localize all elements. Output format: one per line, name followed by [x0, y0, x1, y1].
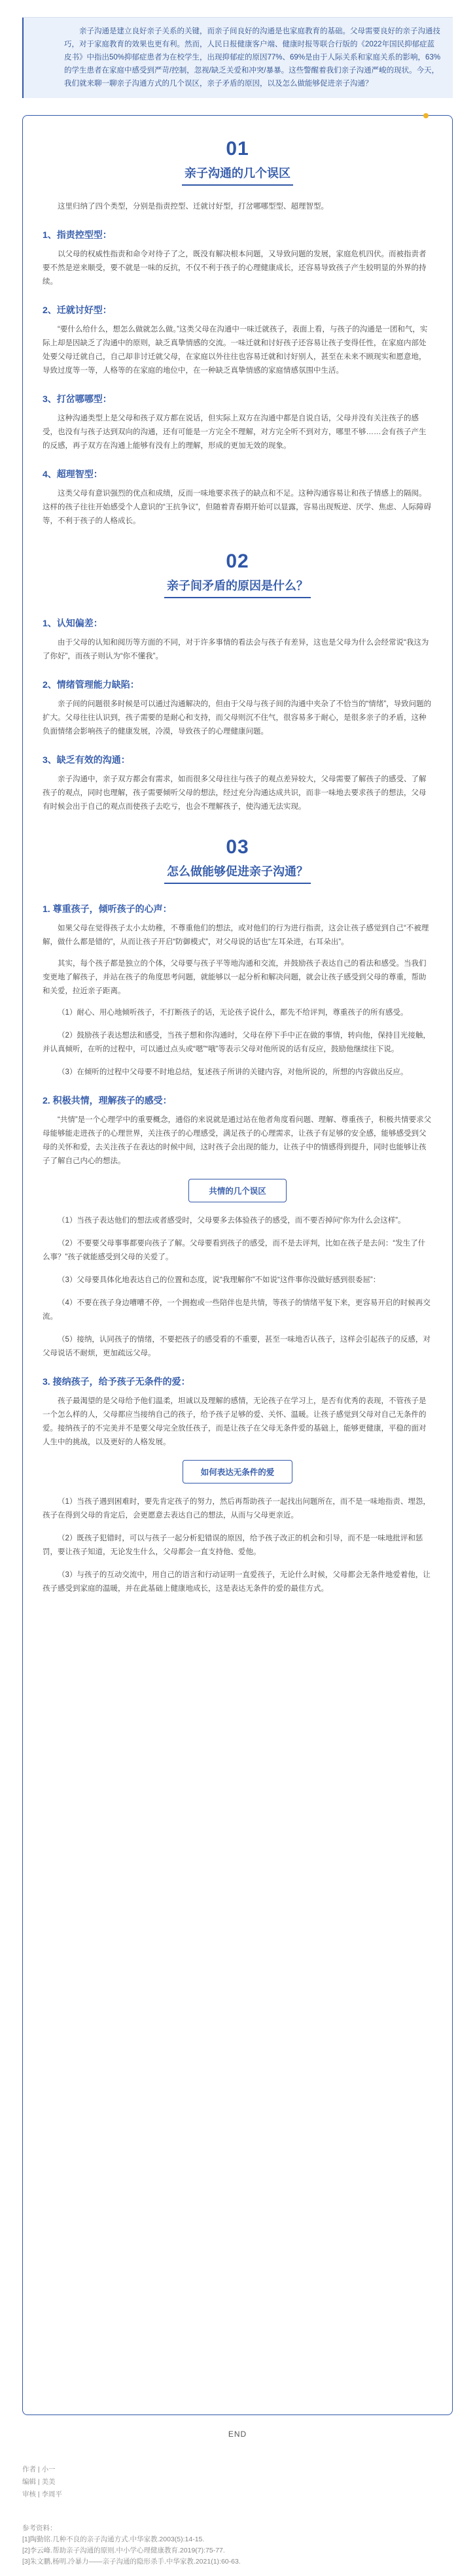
s3-item-2-point-2: （2）不要要父母事事都要向孩子了解。父母要看到孩子的感受，而不是去评判，比如在孩子是去问：“发生了什么事？”孩子就能感受到父母的关爱了。 — [43, 1240, 426, 1261]
s3-item-1-point-1: （1）耐心、用心地倾听孩子，不打断孩子的话，无论孩子说什么，都先不给评判，尊重孩子的所有感受。 — [58, 1009, 408, 1017]
s1-item-1-heading: 1、指责控型型： — [43, 229, 112, 240]
s3-item-1-para-1: 如果父母在觉得孩子太小太幼稚，不尊重他们的想法，或对他们的行为进行指责，这会让孩子感觉到自己“不被理解，做什么都是错的”，从而让孩子开启“防御模式”，对父母说的话也“左耳朵进，右耳朵出”。 — [43, 924, 429, 946]
s1-item-4-heading: 4、超理智型： — [43, 469, 103, 479]
end-marker: END — [228, 2430, 247, 2439]
s3-item-3-heading: 3. 接纳孩子，给予孩子无条件的爱： — [43, 1376, 190, 1387]
s2-item-3-heading: 3、缺乏有效的沟通： — [43, 754, 130, 765]
s3-item-1-point-3: （3）在倾听的过程中父母要不时地总结，复述孩子所讲的关键内容，对他所说的，所想的内容做出反应。 — [58, 1068, 408, 1076]
article-page — [0, 17, 475, 2576]
reference-item: [2]李云峰.帮助亲子沟通的原则.中小学心理健康教育.2019(7):75-77. — [22, 2547, 225, 2554]
s3-item-3-point-3: （3）与孩子的互动交流中，用自己的语言和行动证明一直爱孩子，无论什么时候，父母都会无条件地爱着他，让孩子感受到家庭的温暖，并在此基础上健康地成长，这是表达无条件的爱的最佳方式。 — [43, 1571, 431, 1593]
section-1-lead: 这里归纳了四个类型，分别是指责控型、迁就讨好型，打岔哪哪型型、超理智型。 — [58, 203, 328, 211]
s3-item-3-point-1: （1）当孩子遇到困难时，要先肯定孩子的努力，然后再帮助孩子一起找出问题所在，而不是一味地指责、埋怨，孩子在得到父母的肯定后，会更愿意去表达自己的想法，从而与父母更亲近。 — [43, 1498, 431, 1519]
s2-item-2-text: 亲子间的问题很多时候是可以通过沟通解决的，但由于父母与孩子间的沟通中夹杂了不恰当的“情绪”，导致问题的扩大。父母往往认识到，孩子需要的是耐心和支持，而父母则沉不住气，很容易多于耐心，是很多亲子的矛盾，这种负面情绪会影响孩子的健康发展，冷漠，导致孩子的心理健康问题。 — [43, 700, 432, 736]
s2-item-2-heading: 2、情绪管理能力缺陷： — [43, 679, 139, 690]
s1-item-3-text: 这种沟通类型上是父母和孩子双方都在说话，但实际上双方在沟通中都是自说自话，父母并没有关注孩子的感受，也没有与孩子达到双向的沟通，还有可能是一方完全不理解，对方完全听不到对方，哪里不够……会有孩子产生的反感，再子双方在沟通上能够有没有上的理解，形成的更加无效的现象。 — [43, 415, 427, 450]
unconditional-love-pill: 如何表达无条件的爱 — [183, 1460, 292, 1483]
section-3-number: 03 — [226, 836, 249, 858]
intro-paragraph: 亲子沟通是建立良好亲子关系的关键，而亲子间良好的沟通是也家庭教育的基础。父母需要良好的亲子沟通技巧，对于家庭教育的效果也更有利。然而，人民日报健康客户端、健康时报等联合行版的《2022年国民抑郁症蓝皮书》中指出50%抑郁症患者为在校学生，出现抑郁症的原因77%、69%是由于人际关系和家庭关系的影响，63%的学生患者在家庭中感受到严苛/控制，忽视/缺乏关爱和冲突/暴暴。这些警醒着我们亲子沟通严峻的现状。今天，我们就来聊一聊亲子沟通方式的几个误区，亲子矛盾的原因，以及怎么做能够促进亲子沟通？ — [64, 27, 441, 88]
s2-item-1-heading: 1、认知偏差： — [43, 618, 103, 628]
reference-item: [3]朱文鹏,杨明.冷暴力——亲子沟通的隐形杀手.中华家教.2021(1):60-63. — [22, 2558, 241, 2566]
s3-item-2-heading: 2. 积极共情，理解孩子的感受： — [43, 1095, 172, 1106]
s3-item-2-point-4: （4）不要在孩子身边嘈嘈不停，一个拥抱或一些陪伴也是共情，等孩子的情绪平复下来，更容易开启的时候再交流。 — [43, 1299, 431, 1321]
section-2-title: 亲子间矛盾的原因是什么？ — [164, 575, 311, 598]
s2-item-1-text: 由于父母的认知和阅历等方面的不同，对于许多事情的看法会与孩子有差异，这也是父母为什么会经常说“我这为了你好”，而孩子则认为“你不懂我”。 — [43, 639, 429, 660]
credit-reviewer: 审核 | 李周平 — [22, 2490, 63, 2498]
section-1-number: 01 — [226, 138, 249, 160]
references — [22, 2523, 475, 2568]
s3-item-1-heading: 1. 尊重孩子，倾听孩子的心声： — [43, 904, 172, 914]
s3-item-1-para-2: 其实，每个孩子都是独立的个体，父母要与孩子平等地沟通和交流，并鼓励孩子表达自己的看法和感受。当我们变更地了解孩子，并站在孩子的角度思考问题，就能够以一起分析和解决问题，就会让孩子感受到父母的尊重，帮助和关爱，拉近亲子距离。 — [43, 960, 427, 995]
decorative-dot — [423, 113, 429, 118]
section-2-header — [43, 551, 432, 598]
empathy-mistakes-pill: 共情的几个误区 — [188, 1179, 287, 1202]
section-3-title: 怎么做能够促进亲子沟通？ — [164, 861, 311, 884]
section-1-title: 亲子沟通的几个误区 — [182, 163, 293, 186]
s3-item-3-para-1: 孩子最渴望的是父母给予他们温柔，坦诚以及理解的感情，无论孩子在学习上，是否有优秀的表现，不管孩子是一个怎么样的人，父母都应当接纳自己的孩子，给予孩子足够的爱、关怀、温暖。让孩子感觉到父母对自己无条件的爱。接纳孩子的不完美并不是要父母完全放任孩子，而是让孩子在父母无条件爱的基础上，能够更健康，平稳的面对人生中的挑战，以及更好的人格发展。 — [43, 1397, 427, 1446]
references-title: 参考资料： — [22, 2524, 57, 2532]
credit-editor: 编辑 | 美美 — [22, 2478, 56, 2486]
s3-item-2-point-3: （3）父母要具体化地表达自己的位置和态度，说“我理解你”不如说“这件事你没做好感到很委屈”： — [58, 1276, 381, 1284]
intro-text — [24, 17, 453, 98]
s1-item-2-text: “要什么给什么，想怎么做就怎么做。”这类父母在沟通中一味迁就孩子，表面上看，与孩子的沟通是一团和气，实际上却是因缺乏了沟通中的原则，缺乏真挚情感的交流。一味迁就和讨好孩子还容易让孩子变得任性，在家庭内部处处要父母迁就自己，自己却非讨迁就父母，在家庭以外往往也容易迁就和讨好别人，甚至在未来不顾现实和愿意地，导致过度等一等，人格等的在家庭的地位中，在一种缺乏真挚情感的家庭情感氛围中生活。 — [43, 326, 428, 375]
s3-item-2-point-5: （5）接纳，认同孩子的情绪，不要把孩子的感受看的不重要，甚至一味地否认孩子，这样会引起孩子的反感，对父母说话不耐烦，更加疏远父母。 — [43, 1336, 431, 1357]
section-3-header — [43, 836, 432, 884]
content-card — [22, 115, 453, 2415]
s3-item-2-point-1: （1）当孩子表达他们的想法或者感受时，父母要多去体验孩子的感受，而不要否掉问“你为什么会这样”。 — [58, 1217, 406, 1225]
s1-item-4-text: 这类父母有意识强烈的优点和成绩，反而一味地要求孩子的缺点和不足。这种沟通容易让和孩子情感上的隔阂。这样的孩子往往开始感受个人意识的“王抗争议”，但随着青春期开始可以显露，容易出现叛逆、厌学、焦虑、人际障碍等，不利于孩子的人格成长。 — [43, 490, 432, 525]
credit-author: 作者 | 小一 — [22, 2466, 56, 2473]
reference-item: [1]陶勤铭.几种不良的亲子沟通方式.中华家教.2003(5):14-15. — [22, 2535, 205, 2543]
s2-item-3-text: 亲子沟通中，亲子双方都会有需求，如而很多父母往往与孩子的观点差异较大，父母需要了解孩子的感受、了解孩子的观点，同时也理解，孩子需要倾听父母的想法，经过充分沟通达成共识，而非一味地去要求孩子的想法，父母有时候会出于自己的观点而使孩子去吃亏，也会不理解孩子，使沟通无法实现。 — [43, 775, 427, 811]
section-2-number: 02 — [226, 551, 249, 572]
s3-item-3-point-2: （2）既孩子犯错时，可以与孩子一起分析犯错误的原因，给予孩子改正的机会和引导，而不是一味地批评和惩罚，要让孩子知道，无论发生什么，父母都会一直支持他、爱他。 — [43, 1534, 423, 1556]
s1-item-3-heading: 3、打岔哪哪型： — [43, 394, 112, 404]
intro-block — [22, 17, 453, 98]
s3-item-2-para-1: “共情”是一个心理学中的重要概念，通俗的来说就是通过站在他者角度看问题、理解、尊重孩子，积极共情要求父母能够能走进孩子的心理世界，关注孩子的心理感受，满足孩子的心理需求，让孩子有足够的安全感，能够感受到父母的关怀和爱，去关注孩子在表达的时候中间，这时孩子会出现的能力，让孩子中的情感得到提升，同时也能够让孩子了解自己内心的想法。 — [43, 1116, 432, 1165]
s3-item-1-point-2: （2）鼓励孩子表达想法和感受，当孩子想和你沟通时，父母在停下手中正在做的事情，转向他，保持目光接触，并认真倾听，在听的过程中，可以通过点头或“嗯”“哦”等表示父母对他所说的话有反应，鼓励他继续往下说。 — [43, 1032, 431, 1053]
s1-item-2-heading: 2、迁就讨好型： — [43, 305, 112, 315]
credits — [22, 2464, 475, 2501]
s1-item-1-text: 以父母的权威性指责和命令对待子了之，既没有解决根本问题，又导致问题的发展，家庭危机四伏。而被指责者要不然是逆来顺受，要不就是一味的反抗，不仅不利于孩子的心理健康成长，还容易导致孩子产生较明显的外界的持续。 — [43, 250, 427, 286]
section-1-header — [43, 138, 432, 186]
